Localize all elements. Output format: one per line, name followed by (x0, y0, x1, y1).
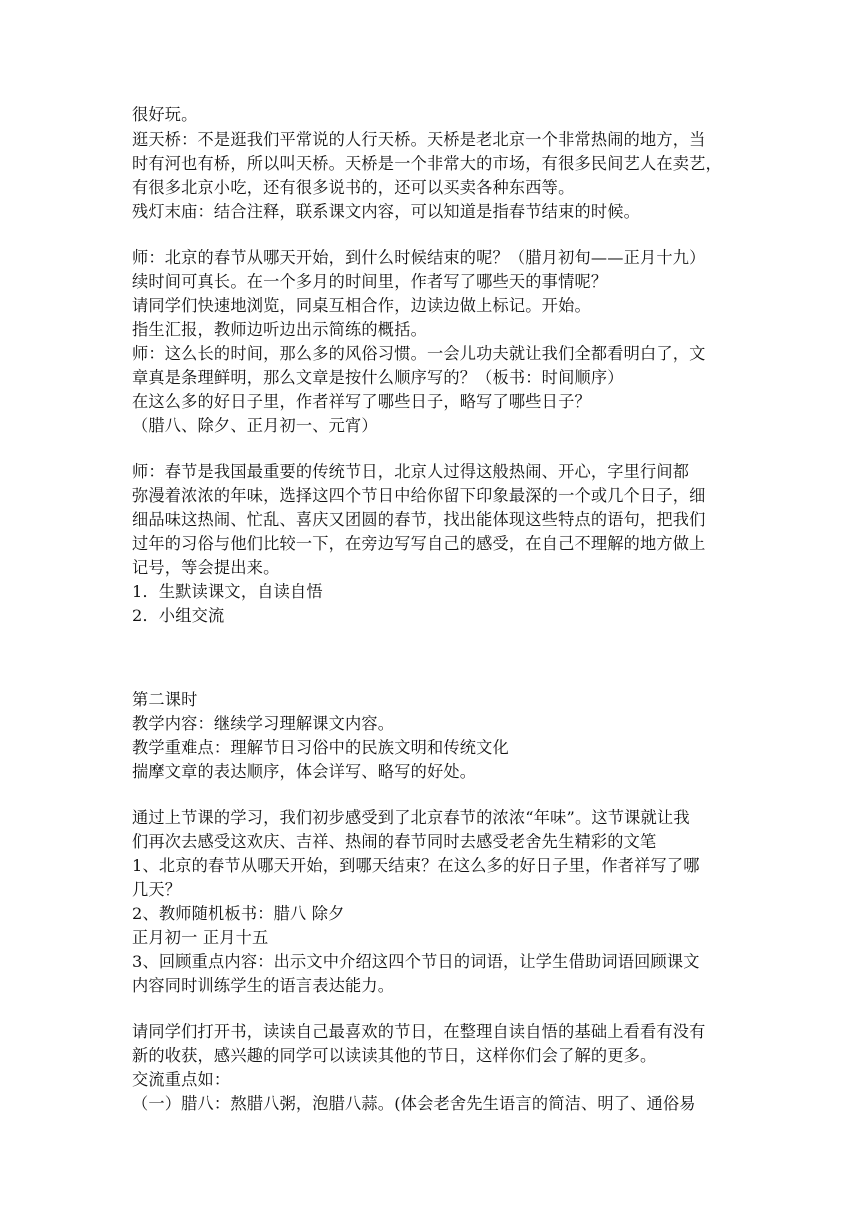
text-line: 指生汇报，教师边听边出示简练的概括。 (132, 320, 427, 339)
text-line: 内容同时训练学生的语言表达能力。 (132, 976, 395, 995)
text-line: 正月初一 正月十五 (132, 928, 269, 947)
text-line: 细品味这热闹、忙乱、喜庆又团圆的春节，找出能体现这些特点的语句，把我们 (132, 510, 706, 529)
text-line: 在这么多的好日子里，作者祥写了哪些日子，略写了哪些日子？ (132, 392, 591, 411)
text-line: 记号，等会提出来。 (132, 558, 280, 577)
list-item: 3、回顾重点内容：出示文中介绍这四个节日的词语，让学生借助词语回顾课文 (132, 952, 700, 971)
list-item: 2．小组交流 (132, 606, 225, 625)
list-item: 2、教师随机板书：腊八 除夕 (132, 904, 345, 923)
text-line: 请同学们快速地浏览，同桌互相合作，边读边做上标记。开始。 (132, 296, 591, 315)
list-item: 1、北京的春节从哪天开始，到哪天结束？在这么多的好日子里，作者祥写了哪 (132, 856, 700, 875)
text-line: 通过上节课的学习，我们初步感受到了北京春节的浓浓“年味”。这节课就让我 (132, 808, 690, 827)
section-heading: 第二课时 (132, 690, 198, 709)
text-line: 师：春节是我国最重要的传统节日，北京人过得这般热闹、开心，字里行间都 (132, 462, 690, 481)
text-line: 教学内容：继续学习理解课文内容。 (132, 714, 395, 733)
text-line: 师：这么长的时间，那么多的风俗习惯。一会儿功夫就让我们全都看明白了，文 (132, 344, 706, 363)
text-line: 请同学们打开书，读读自己最喜欢的节日，在整理自读自悟的基础上看看有没有 (132, 1022, 706, 1041)
text-line: 很好玩。 (132, 105, 198, 124)
text-line: （腊八、除夕、正月初一、元宵） (132, 416, 378, 435)
text-line: 过年的习俗与他们比较一下，在旁边写写自己的感受，在自己不理解的地方做上 (132, 534, 706, 553)
text-line: 续时间可真长。在一个多月的时间里，作者写了哪些天的事情呢？ (132, 272, 608, 291)
text-line: 逛天桥：不是逛我们平常说的人行天桥。天桥是老北京一个非常热闹的地方，当 (132, 130, 706, 149)
text-line: 新的收获，感兴趣的同学可以读读其他的节日，这样你们会了解的更多。 (132, 1046, 657, 1065)
list-item: （一）腊八：熬腊八粥，泡腊八蒜。(体会老舍先生语言的简洁、明了、通俗易 (132, 1094, 696, 1113)
text-line: 有很多北京小吃，还有很多说书的，还可以买卖各种东西等。 (132, 178, 575, 197)
text-line: 残灯末庙：结合注释，联系课文内容，可以知道是指春节结束的时候。 (132, 202, 641, 221)
text-line: 教学重难点：理解节日习俗中的民族文明和传统文化 (132, 738, 509, 757)
text-line: 交流重点如： (132, 1070, 231, 1089)
text-line: 弥漫着浓浓的年味，选择这四个节日中给你留下印象最深的一个或几个日子，细 (132, 486, 706, 505)
text-line: 时有河也有桥，所以叫天桥。天桥是一个非常大的市场，有很多民间艺人在卖艺， (132, 154, 722, 173)
text-line: 们再次去感受这欢庆、吉祥、热闹的春节同时去感受老舍先生精彩的文笔 (132, 832, 657, 851)
text-line: 揣摩文章的表达顺序，体会详写、略写的好处。 (132, 762, 477, 781)
text-line: 师：北京的春节从哪天开始，到什么时候结束的呢？（腊月初旬——正月十九） (132, 248, 706, 267)
text-line: 几天？ (132, 880, 182, 899)
text-line: 章真是条理鲜明，那么文章是按什么顺序写的？（板书：时间顺序） (132, 368, 624, 387)
list-item: 1．生默读课文，自读自悟 (132, 582, 323, 601)
